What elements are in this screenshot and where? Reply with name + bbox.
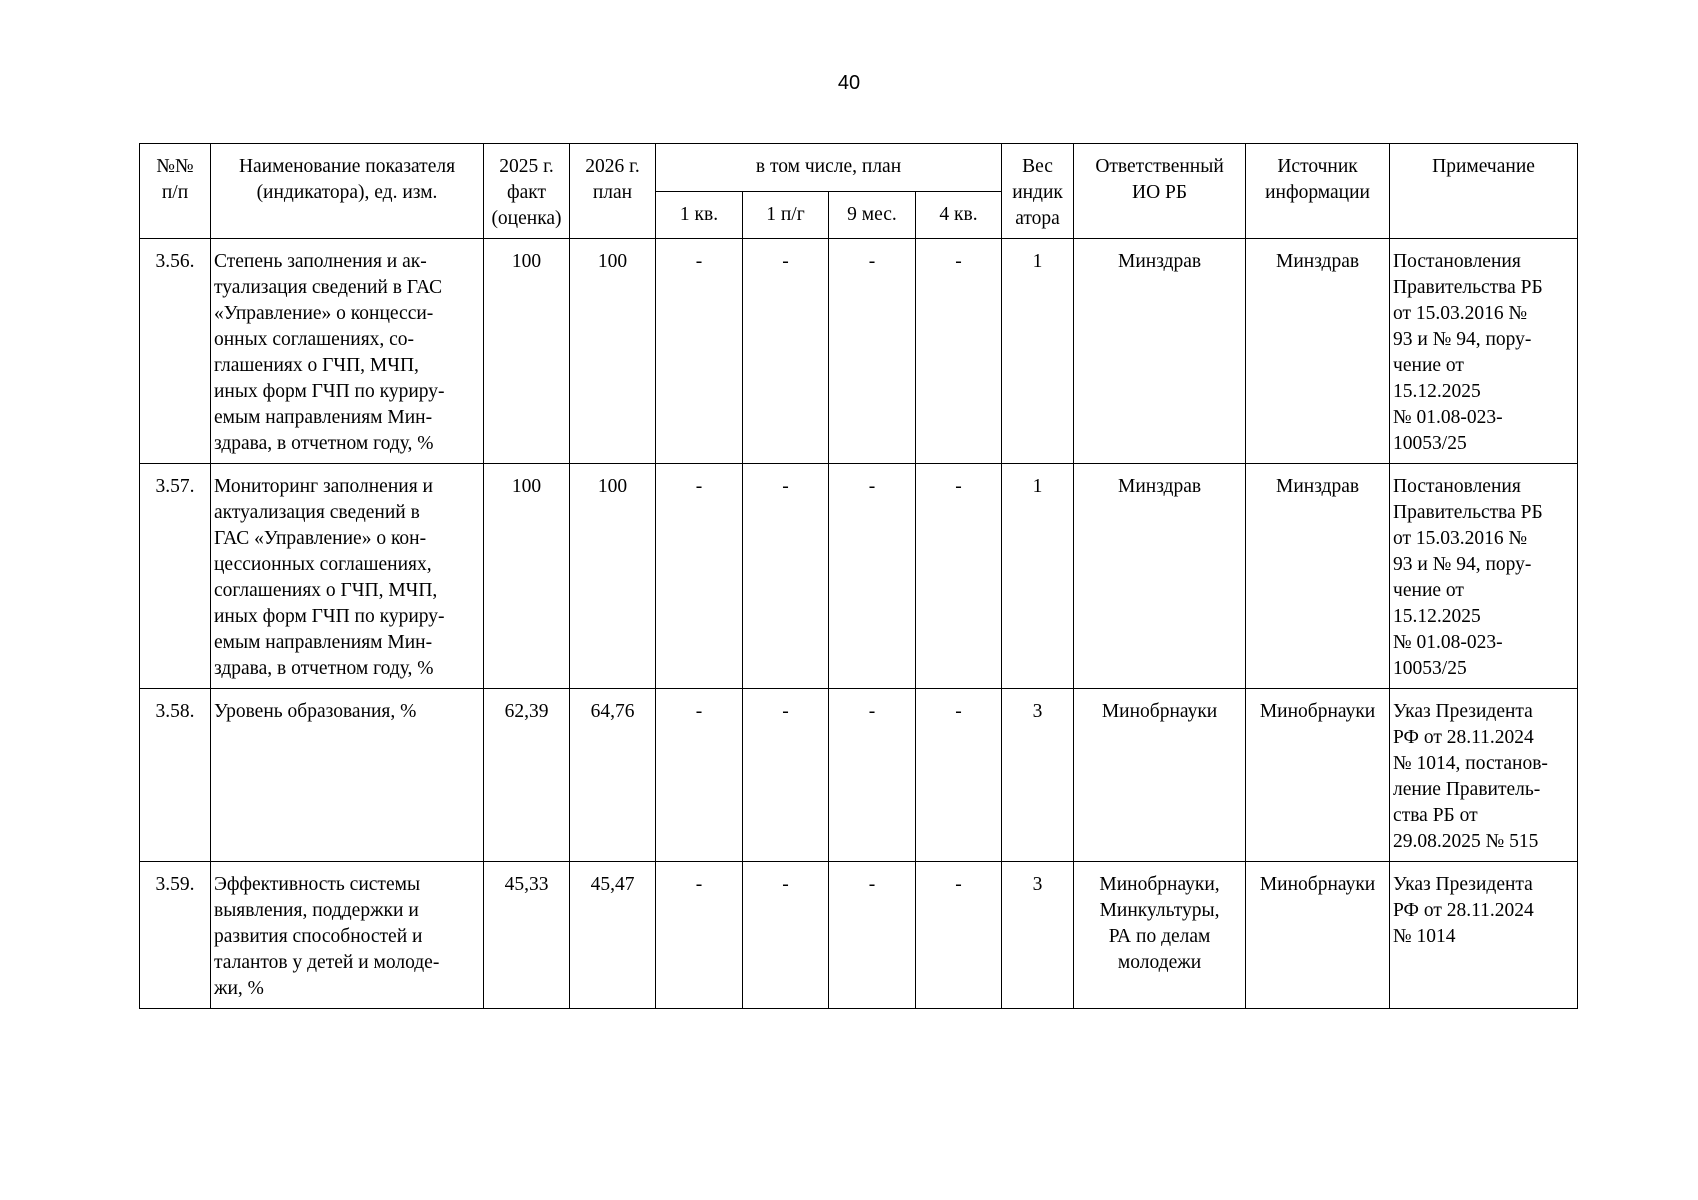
table-row	[140, 862, 1578, 1009]
row-note: Указ Президента РФ от 28.11.2024 № 1014	[1390, 862, 1578, 1009]
header-row	[140, 144, 1578, 192]
row-num: 3.56.	[140, 239, 211, 464]
row-responsible: Минздрав	[1074, 239, 1246, 464]
header-source: Источник информации	[1246, 144, 1390, 239]
row-9m: -	[829, 239, 916, 464]
header-plan: 2026 г. план	[570, 144, 656, 239]
row-fact: 62,39	[484, 689, 570, 862]
row-name: Степень заполнения и ак- туализация сведений в ГАС «Управление» о концесси- онных соглашениях, со- глашениях о ГЧП, МЧП, иных форм ГЧП по куриру- емым направлениям Мин- здрава, в отчетном году, %	[211, 239, 484, 464]
row-h1: -	[743, 239, 829, 464]
row-plan: 45,47	[570, 862, 656, 1009]
indicators-table	[139, 143, 1578, 1009]
row-source: Минобрнауки	[1246, 689, 1390, 862]
row-fact: 100	[484, 239, 570, 464]
page-number: 40	[837, 72, 861, 94]
row-weight: 3	[1002, 862, 1074, 1009]
row-9m: -	[829, 464, 916, 689]
header-9m: 9 мес.	[829, 191, 916, 239]
table-row	[140, 689, 1578, 862]
row-fact: 45,33	[484, 862, 570, 1009]
row-num: 3.58.	[140, 689, 211, 862]
header-h1: 1 п/г	[743, 191, 829, 239]
row-h1: -	[743, 464, 829, 689]
row-q1: -	[656, 862, 743, 1009]
row-name: Уровень образования, %	[211, 689, 484, 862]
header-name: Наименование показателя (индикатора), ед. изм.	[211, 144, 484, 239]
row-responsible: Минобрнауки, Минкультуры, РА по делам молодежи	[1074, 862, 1246, 1009]
row-source: Минздрав	[1246, 239, 1390, 464]
header-fact: 2025 г. факт (оценка)	[484, 144, 570, 239]
header-q4: 4 кв.	[916, 191, 1002, 239]
table-body	[140, 239, 1578, 1009]
table-row	[140, 464, 1578, 689]
row-num: 3.57.	[140, 464, 211, 689]
row-plan: 100	[570, 239, 656, 464]
header-responsible: Ответственный ИО РБ	[1074, 144, 1246, 239]
header-num: №№ п/п	[140, 144, 211, 239]
row-q4: -	[916, 464, 1002, 689]
row-plan: 64,76	[570, 689, 656, 862]
row-9m: -	[829, 862, 916, 1009]
row-name: Мониторинг заполнения и актуализация сведений в ГАС «Управление» о кон- цессионных соглашениях, соглашениях о ГЧП, МЧП, иных форм ГЧП по куриру- емым направлениям Мин- здрава, в отчетном году, %	[211, 464, 484, 689]
row-source: Минздрав	[1246, 464, 1390, 689]
header-note: Примечание	[1390, 144, 1578, 239]
header-including-plan: в том числе, план	[656, 144, 1002, 192]
row-q4: -	[916, 862, 1002, 1009]
row-9m: -	[829, 689, 916, 862]
row-q1: -	[656, 239, 743, 464]
row-note: Указ Президента РФ от 28.11.2024 № 1014, постанов- ление Правитель- ства РБ от 29.08.2025 № 515	[1390, 689, 1578, 862]
header-weight: Вес индик атора	[1002, 144, 1074, 239]
row-name: Эффективность системы выявления, поддержки и развития способностей и талантов у детей и молоде- жи, %	[211, 862, 484, 1009]
row-q4: -	[916, 239, 1002, 464]
row-h1: -	[743, 862, 829, 1009]
row-weight: 3	[1002, 689, 1074, 862]
row-plan: 100	[570, 464, 656, 689]
row-num: 3.59.	[140, 862, 211, 1009]
row-h1: -	[743, 689, 829, 862]
row-q1: -	[656, 689, 743, 862]
row-weight: 1	[1002, 464, 1074, 689]
row-weight: 1	[1002, 239, 1074, 464]
row-note: Постановления Правительства РБ от 15.03.2016 № 93 и № 94, пору- чение от 15.12.2025 № 01.08-023- 10053/25	[1390, 464, 1578, 689]
row-note: Постановления Правительства РБ от 15.03.2016 № 93 и № 94, пору- чение от 15.12.2025 № 01.08-023- 10053/25	[1390, 239, 1578, 464]
row-fact: 100	[484, 464, 570, 689]
header-q1: 1 кв.	[656, 191, 743, 239]
table-row	[140, 239, 1578, 464]
table-header	[140, 144, 1578, 239]
row-responsible: Минобрнауки	[1074, 689, 1246, 862]
row-responsible: Минздрав	[1074, 464, 1246, 689]
row-q4: -	[916, 689, 1002, 862]
row-q1: -	[656, 464, 743, 689]
row-source: Минобрнауки	[1246, 862, 1390, 1009]
